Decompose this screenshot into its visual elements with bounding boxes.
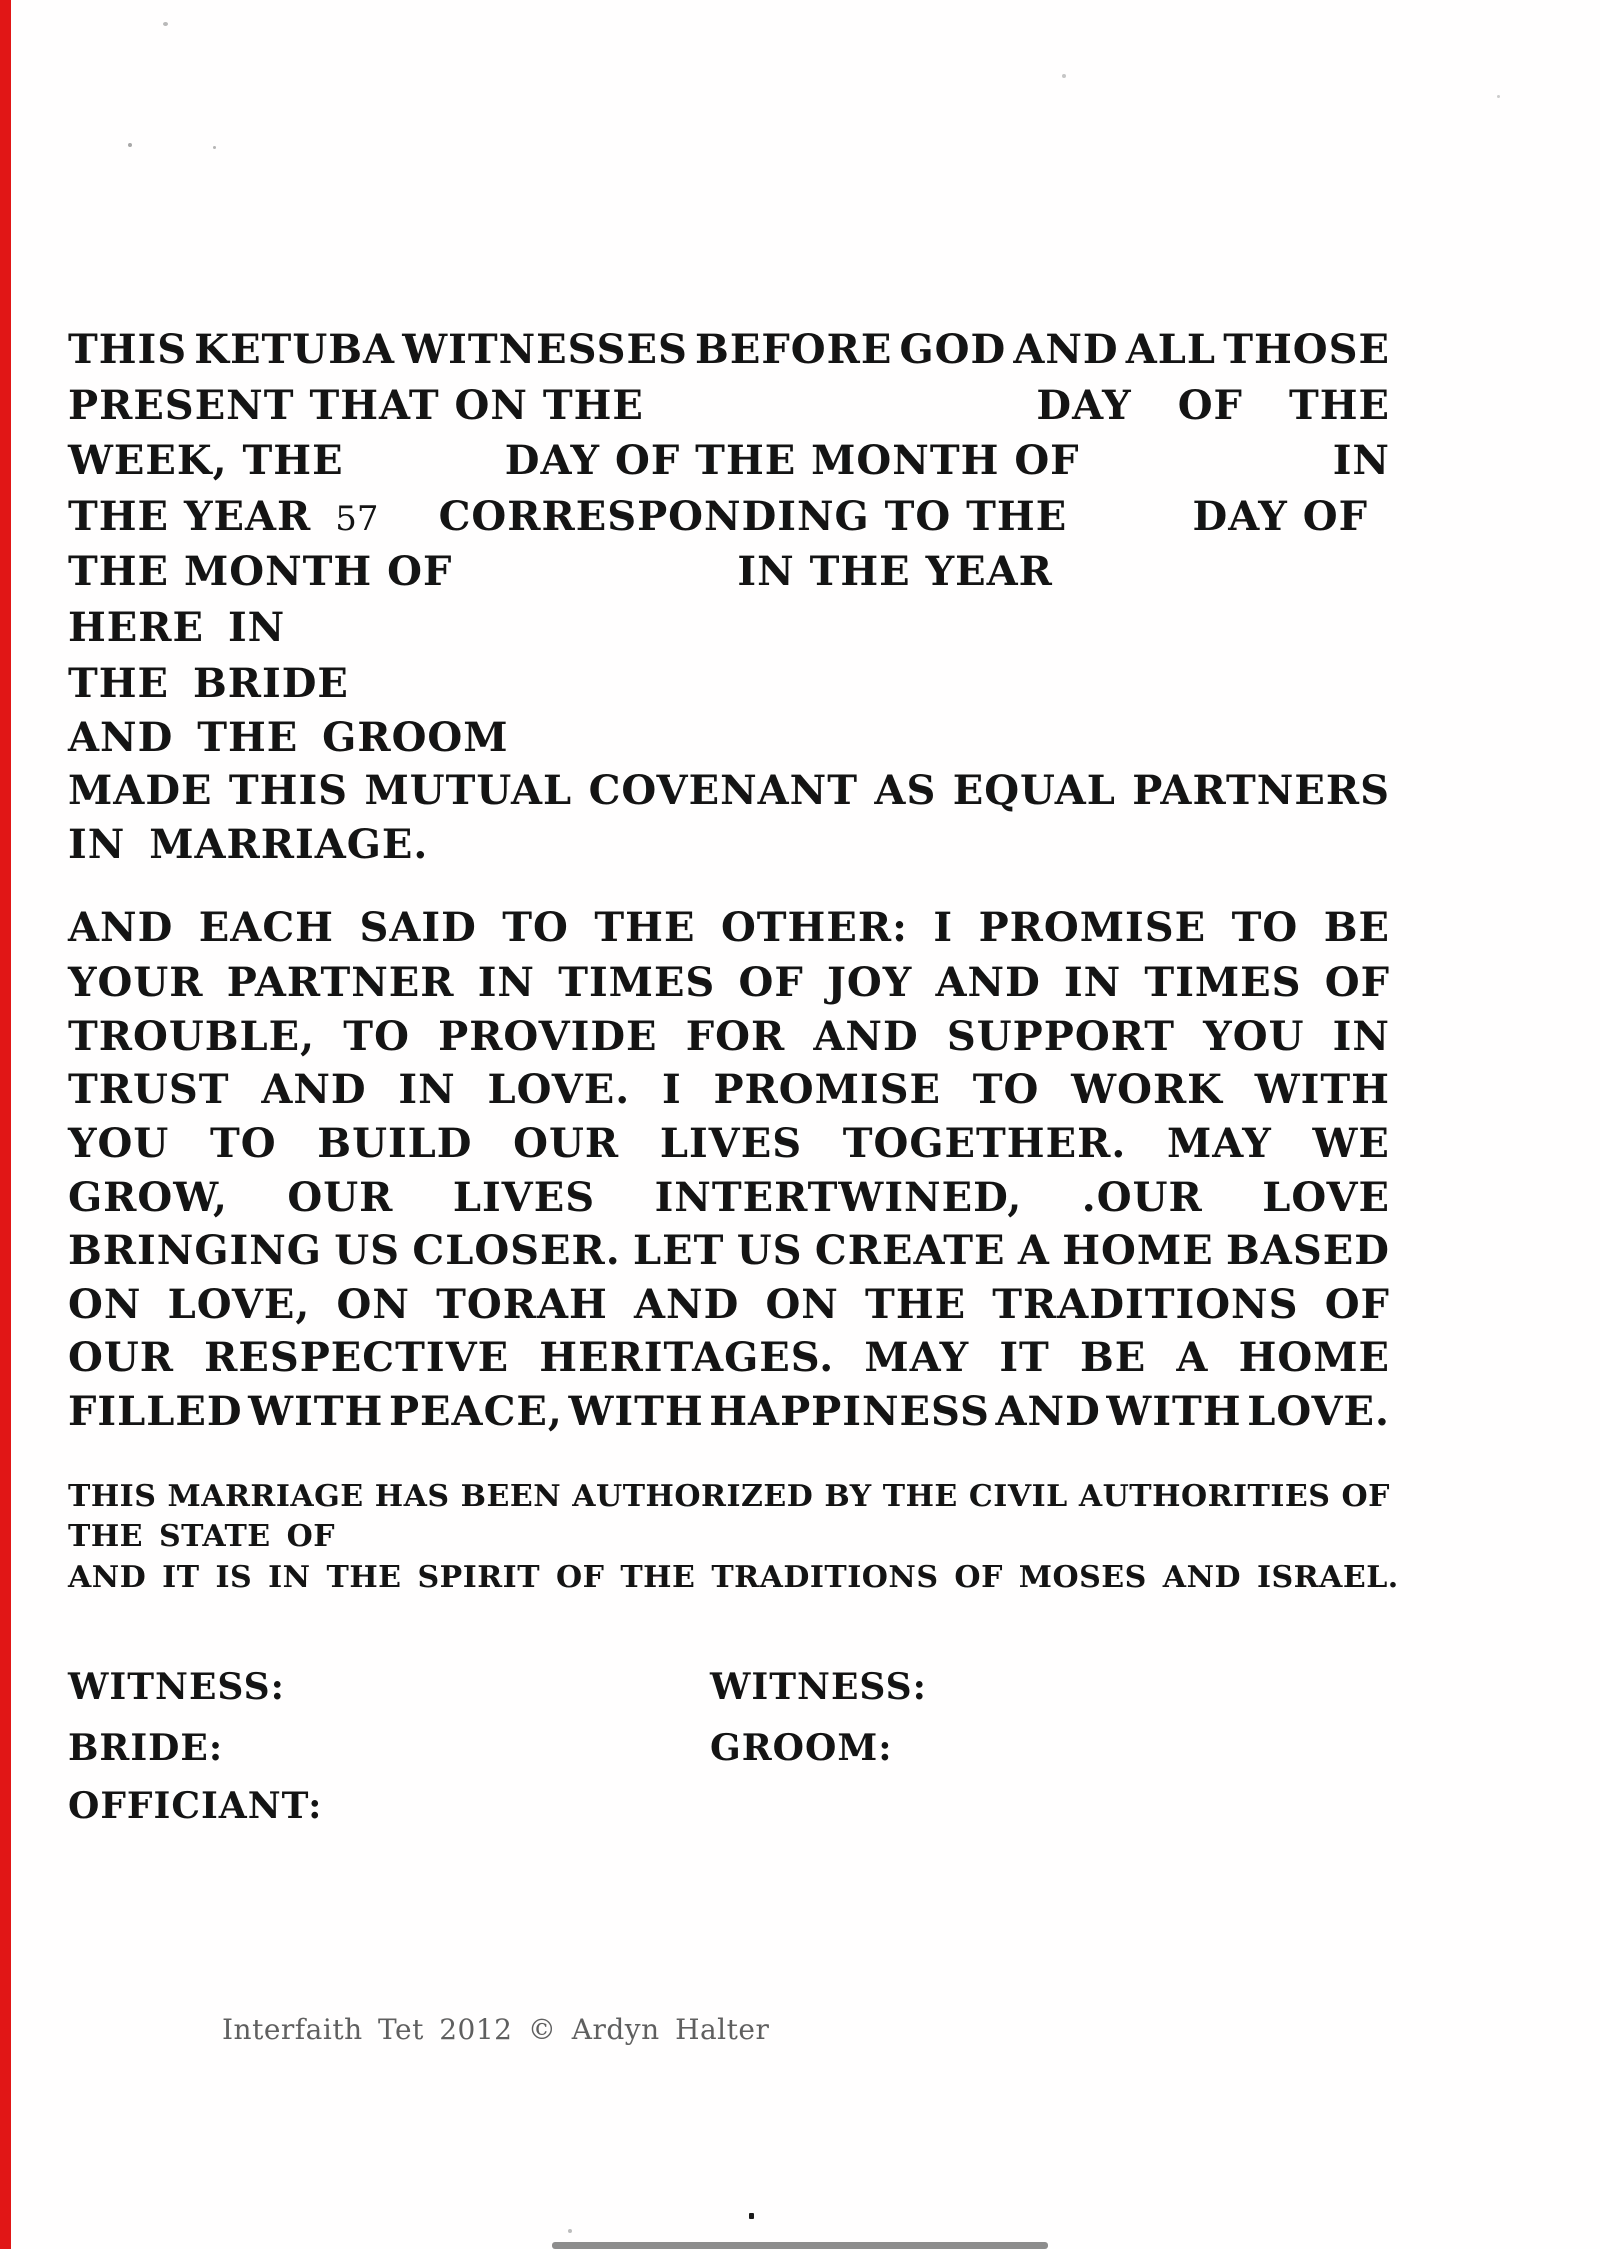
- text-line: IN MARRIAGE.: [68, 821, 429, 868]
- text-line: FILLED WITH PEACE, WITH HAPPINESS AND WITH LOVE.: [68, 1388, 1390, 1435]
- text-line: YOU TO BUILD OUR LIVES TOGETHER. MAY WE: [68, 1120, 1390, 1167]
- text-line: TRUST AND IN LOVE. I PROMISE TO WORK WITH: [68, 1066, 1390, 1113]
- ink-dot: [749, 2213, 754, 2219]
- text-line: AND THE GROOM: [68, 714, 509, 761]
- bride-label: BRIDE:: [68, 1727, 224, 1769]
- text-line: ON LOVE, ON TORAH AND ON THE TRADITIONS OF: [68, 1281, 1390, 1328]
- text-line: OUR RESPECTIVE HERITAGES. MAY IT BE A HOME: [68, 1334, 1390, 1381]
- bottom-bar: [552, 2242, 1048, 2249]
- text-line: THE MONTH OF IN THE YEAR: [68, 548, 1053, 595]
- ketubah-text-block: [68, 0, 1399, 2249]
- officiant-label: OFFICIANT:: [68, 1785, 323, 1827]
- text-line: THIS KETUBA WITNESSES BEFORE GOD AND ALL THOSE: [68, 326, 1390, 373]
- text-line: PRESENT THAT ON THE DAY OF THE: [68, 382, 1390, 429]
- text-line: MADE THIS MUTUAL COVENANT AS EQUAL PARTNERS: [68, 767, 1390, 814]
- text-line: AND IT IS IN THE SPIRIT OF THE TRADITIONS OF MOSES AND ISRAEL.: [68, 1560, 1399, 1595]
- text-line: YOUR PARTNER IN TIMES OF JOY AND IN TIMES OF: [68, 959, 1390, 1006]
- text-line: AND EACH SAID TO THE OTHER: I PROMISE TO BE: [68, 904, 1390, 951]
- left-edge-red-stripe: [0, 0, 11, 2249]
- scan-speck: [568, 2229, 572, 2233]
- artist-credit: Interfaith Tet 2012 © Ardyn Halter: [222, 2013, 770, 2046]
- text-line: THE STATE OF: [68, 1519, 336, 1554]
- text-line: HERE IN: [68, 604, 286, 651]
- text-line: GROW, OUR LIVES INTERTWINED, .OUR LOVE: [68, 1174, 1390, 1221]
- text-line: WEEK, THE DAY OF THE MONTH OF IN: [68, 437, 1390, 484]
- text-line: BRINGING US CLOSER. LET US CREATE A HOME BASED: [68, 1227, 1390, 1274]
- text-line: THIS MARRIAGE HAS BEEN AUTHORIZED BY THE CIVIL AUTHORITIES OF: [68, 1479, 1390, 1514]
- witness-left-label: WITNESS:: [68, 1666, 285, 1708]
- text-line: TROUBLE, TO PROVIDE FOR AND SUPPORT YOU IN: [68, 1013, 1390, 1060]
- witness-right-label: WITNESS:: [710, 1666, 927, 1708]
- scan-speck: [213, 146, 216, 149]
- scan-speck: [128, 143, 132, 147]
- text-line: THE BRIDE: [68, 660, 349, 707]
- text-line: THE YEAR 57 CORRESPONDING TO THE DAY OF: [68, 493, 1368, 540]
- scan-speck: [1062, 74, 1066, 78]
- scan-speck: [1497, 95, 1500, 98]
- scan-speck: [163, 22, 168, 26]
- groom-label: GROOM:: [710, 1727, 893, 1769]
